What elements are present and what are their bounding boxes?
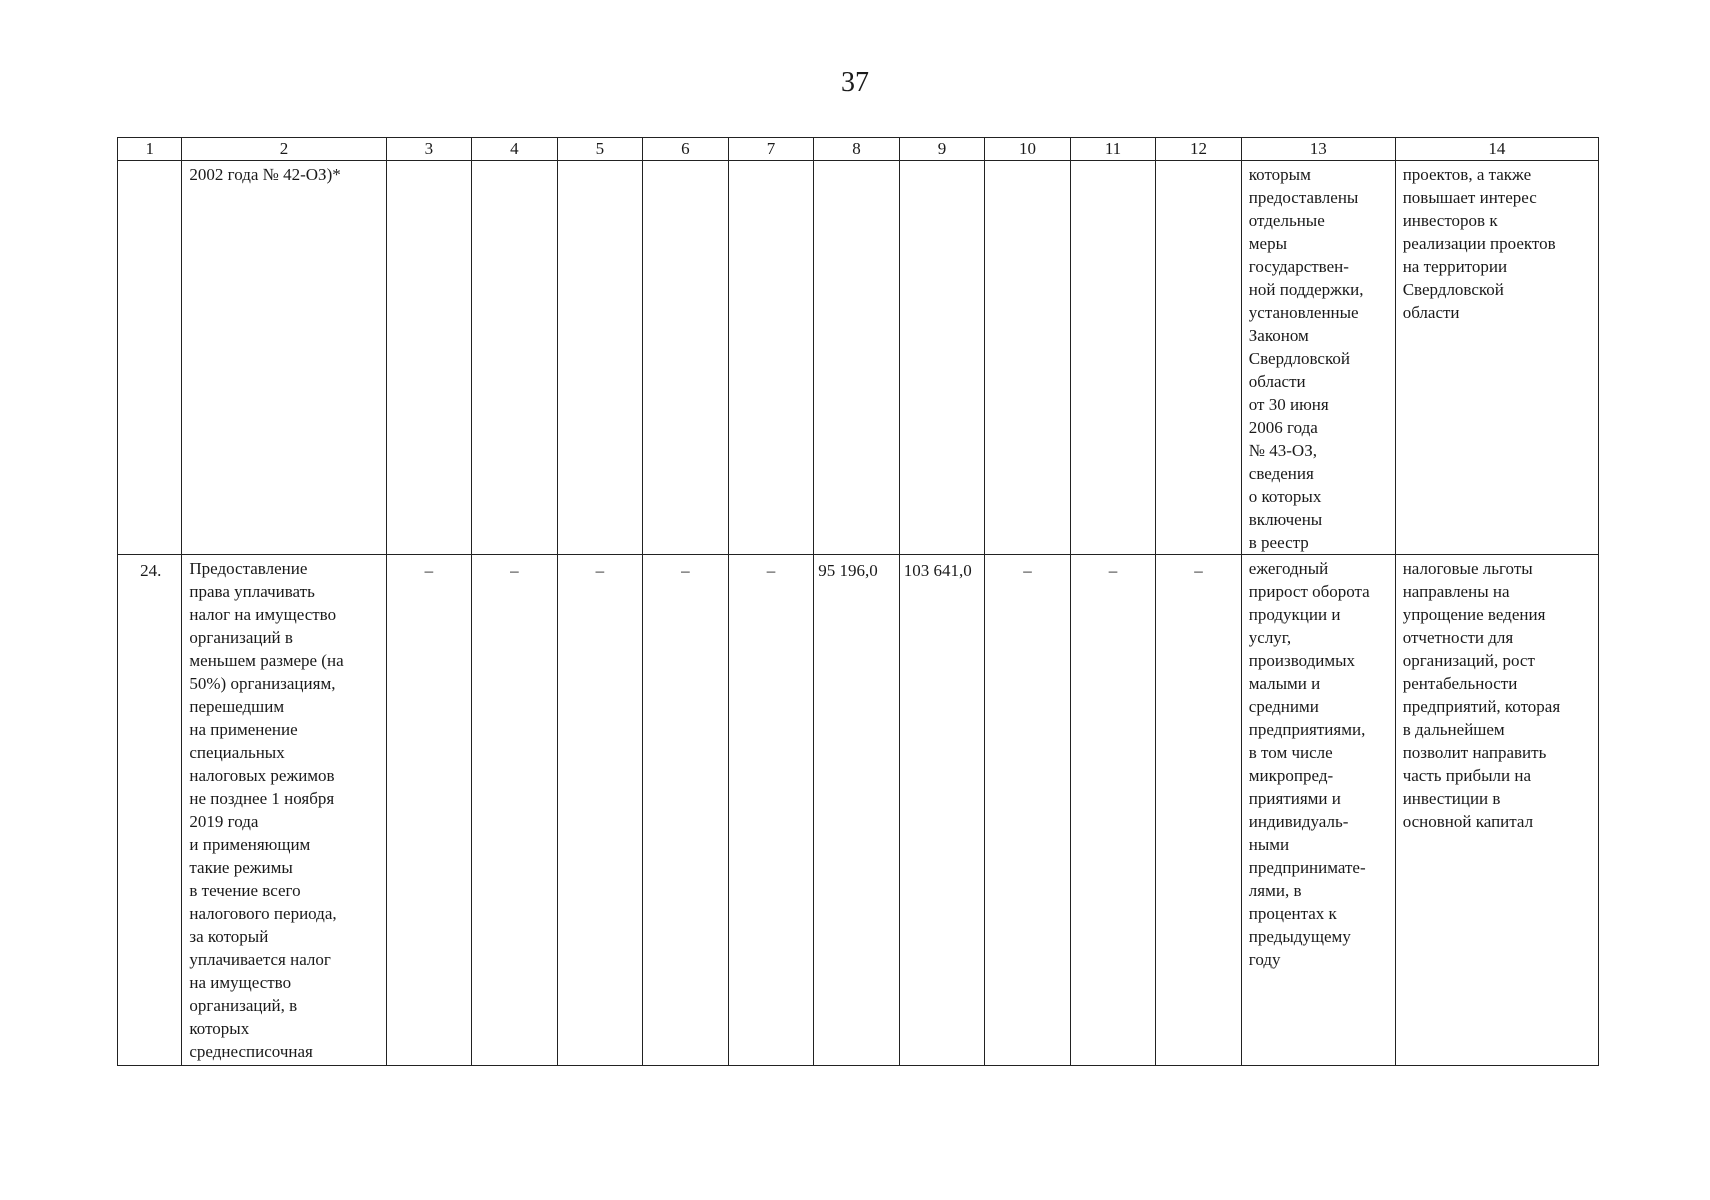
value-cell: –: [1023, 561, 1032, 580]
table-cell: [814, 161, 900, 555]
indicator-text: которым предоставлены отдельные меры государствен- ной поддержки, установленные Законом Свердловской области от 30 июня 2006 года № 43-ОЗ, сведения о которых включены в реестр: [1248, 165, 1364, 552]
column-header: 4: [472, 138, 558, 161]
table-cell: [1156, 555, 1242, 1066]
column-header: 1: [118, 138, 182, 161]
table-cell: [386, 555, 472, 1066]
table-cell: [814, 555, 900, 1066]
column-header: 8: [814, 138, 900, 161]
value-cell: –: [681, 561, 690, 580]
column-header: 10: [985, 138, 1071, 161]
table-cell: [182, 161, 386, 555]
table-cell: [557, 555, 643, 1066]
column-header: 9: [899, 138, 985, 161]
table-cell: [1241, 555, 1395, 1066]
effect-text: налоговые льготы направлены на упрощение ведения отчетности для организаций, рост рентабельности предприятий, которая в дальнейшем позволит направить часть прибыли на инвестиции в основной капитал: [1402, 559, 1561, 831]
table-cell: [118, 555, 182, 1066]
column-header: 3: [386, 138, 472, 161]
value-cell: –: [766, 561, 776, 580]
table-cell: [472, 555, 558, 1066]
table-row: [118, 161, 1599, 555]
table-cell: [1395, 555, 1598, 1066]
data-table: [117, 137, 1599, 1066]
column-header: 2: [182, 138, 386, 161]
table-cell: [985, 161, 1071, 555]
header-row: [118, 138, 1599, 161]
table-cell: [728, 555, 814, 1066]
table-cell: [899, 161, 985, 555]
value-cell: –: [510, 561, 519, 580]
table-cell: [182, 555, 386, 1066]
column-header: 6: [643, 138, 729, 161]
column-header: 7: [728, 138, 814, 161]
row-number: [118, 161, 181, 165]
table-cell: [118, 161, 182, 555]
table-cell: [1070, 555, 1156, 1066]
column-header: 13: [1241, 138, 1395, 161]
value-cell: –: [1194, 561, 1203, 580]
table-cell: [386, 161, 472, 555]
table-cell: [643, 161, 729, 555]
value-cell: –: [595, 561, 605, 580]
measure-description: Предоставление права уплачивать налог на имущество организаций в меньшем размере (на 50%) организациям, перешедшим на применение специальных налоговых режимов не позднее 1 ноября 2019 года и применяющим такие режимы в течение всего налогового периода, за который уплачивается налог на имущество организаций, в которых среднесписочная: [189, 559, 344, 1061]
measure-description: 2002 года № 42-ОЗ)*: [189, 165, 341, 184]
table-cell: [643, 555, 729, 1066]
table-cell: [472, 161, 558, 555]
value-cell: –: [1108, 561, 1118, 580]
column-header: 5: [557, 138, 643, 161]
column-header: 11: [1070, 138, 1156, 161]
indicator-text: ежегодный прирост оборота продукции и услуг, производимых малыми и средними предприятиями, в том числе микропред- приятиями и индивидуаль- ными предпринимате- лями, в процентах к предыдущему году: [1248, 559, 1370, 969]
table-cell: [1156, 161, 1242, 555]
table-cell: [728, 161, 814, 555]
value-cell: –: [424, 561, 434, 580]
row-number: 24.: [140, 561, 162, 580]
table-row: [118, 555, 1599, 1066]
table-cell: [985, 555, 1071, 1066]
table-cell: [1241, 161, 1395, 555]
value-cell: 95 196,0: [818, 561, 878, 580]
value-cell: 103 641,0: [903, 561, 972, 580]
table-cell: [557, 161, 643, 555]
table-cell: [1070, 161, 1156, 555]
column-header: 14: [1395, 138, 1598, 161]
effect-text: проектов, а также повышает интерес инвесторов к реализации проектов на территории Свердловской области: [1402, 165, 1556, 322]
page-number: 37: [841, 67, 869, 98]
column-header: 12: [1156, 138, 1242, 161]
table-cell: [899, 555, 985, 1066]
table-cell: [1395, 161, 1598, 555]
